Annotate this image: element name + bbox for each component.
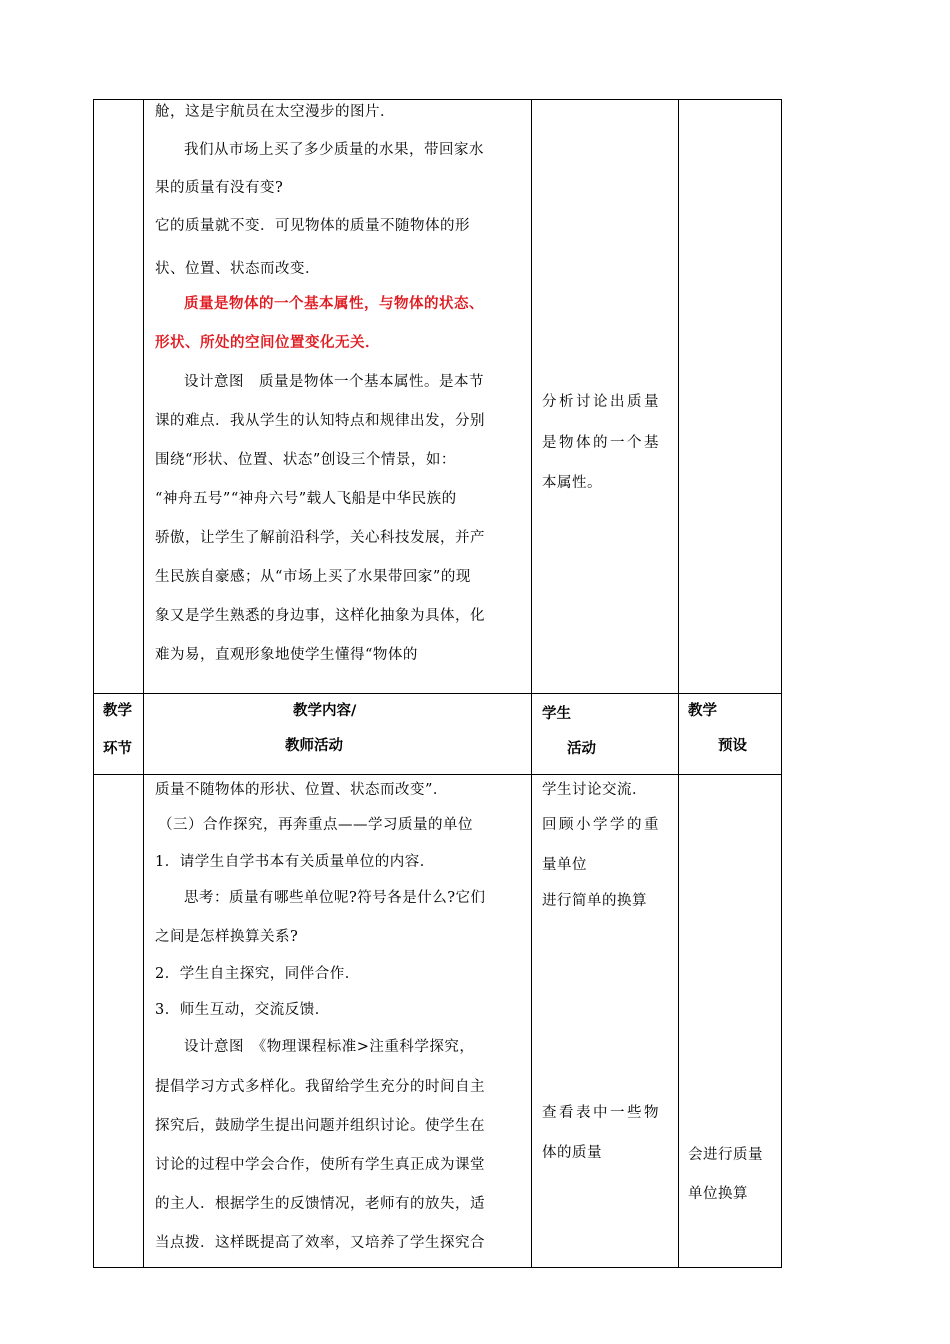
header-text: 教学 bbox=[688, 703, 717, 719]
header-text: 预设 bbox=[718, 738, 747, 754]
header-text: 学生 bbox=[542, 706, 571, 722]
preset-line: 单位换算 bbox=[688, 1186, 748, 1202]
student-line: 学生讨论交流． bbox=[542, 782, 647, 798]
content-line: 象又是学生熟悉的身边事，这样化抽象为具体，化 bbox=[155, 608, 485, 624]
content-line: 讨论的过程中学会合作，使所有学生真正成为课堂 bbox=[155, 1157, 485, 1173]
content-line: 当点拨．这样既提高了效率，又培养了学生探究合 bbox=[155, 1235, 485, 1251]
content-line: 我们从市场上买了多少质量的水果，带回家水 bbox=[184, 142, 484, 158]
student-line: 进行简单的换算 bbox=[542, 893, 647, 909]
header-text: 环节 bbox=[103, 741, 132, 757]
lesson-plan-table bbox=[93, 99, 782, 1268]
header-text: 教师活动 bbox=[285, 738, 343, 754]
content-line: 思考：质量有哪些单位呢?符号各是什么?它们 bbox=[184, 890, 486, 906]
content-line: 1．请学生自学书本有关质量单位的内容． bbox=[155, 854, 435, 870]
content-line: 设计意图 《物理课程标准>注重科学探究， bbox=[184, 1039, 475, 1055]
header-student bbox=[532, 694, 679, 775]
preset-cell bbox=[679, 100, 782, 694]
content-line: 3．师生互动，交流反馈． bbox=[155, 1002, 330, 1018]
student-line: 查看表中一些物 bbox=[542, 1105, 661, 1121]
preset-line: 会进行质量 bbox=[688, 1147, 763, 1163]
table-row bbox=[94, 100, 782, 694]
student-activity-cell bbox=[532, 775, 679, 1268]
content-line: （三）合作探究，再奔重点——学习质量的单位 bbox=[158, 817, 473, 833]
student-line: 回顾小学学的重 bbox=[542, 817, 661, 833]
content-line: 它的质量就不变．可见物体的质量不随物体的形 bbox=[155, 218, 470, 234]
student-line: 量单位 bbox=[542, 857, 587, 873]
content-line: 课的难点．我从学生的认知特点和规律出发，分别 bbox=[155, 413, 485, 429]
content-line: 设计意图 质量是物体一个基本属性。是本节 bbox=[184, 374, 484, 390]
table-row bbox=[94, 775, 782, 1268]
key-point-line: 质量是物体的一个基本属性，与物体的状态、 bbox=[184, 295, 484, 312]
content-line: 果的质量有没有变? bbox=[155, 180, 284, 196]
stage-cell bbox=[94, 775, 144, 1268]
content-line: 提倡学习方式多样化。我留给学生充分的时间自主 bbox=[155, 1079, 485, 1095]
content-line: 之间是怎样换算关系? bbox=[155, 929, 299, 945]
student-activity-cell bbox=[532, 100, 679, 694]
header-preset bbox=[679, 694, 782, 775]
preset-cell bbox=[679, 775, 782, 1268]
content-line: 2．学生自主探究，同伴合作． bbox=[155, 966, 360, 982]
content-line: “神舟五号”“神舟六号”载人飞船是中华民族的 bbox=[155, 491, 457, 507]
content-line: 难为易，直观形象地使学生懂得“物体的 bbox=[155, 647, 418, 663]
student-line: 是物体的一个基 bbox=[542, 435, 661, 451]
header-content bbox=[144, 694, 532, 775]
header-row bbox=[94, 694, 782, 775]
teaching-content-cell bbox=[144, 100, 532, 694]
student-line: 体的质量 bbox=[542, 1145, 602, 1161]
header-stage bbox=[94, 694, 144, 775]
header-text: 活动 bbox=[567, 741, 596, 757]
content-line: 的主人．根据学生的反馈情况，老师有的放失，适 bbox=[155, 1196, 485, 1212]
content-line: 探究后，鼓励学生提出问题并组织讨论。使学生在 bbox=[155, 1118, 485, 1134]
student-line: 本属性。 bbox=[542, 475, 602, 491]
student-line: 分析讨论出质量 bbox=[542, 394, 661, 410]
content-line: 质量不随物体的形状、位置、状态而改变”． bbox=[155, 782, 448, 798]
content-line: 生民族自豪感；从“市场上买了水果带回家”的现 bbox=[155, 569, 471, 585]
header-text: 教学内容/ bbox=[293, 703, 357, 719]
teaching-content-cell bbox=[144, 775, 532, 1268]
content-line: 状、位置、状态而改变． bbox=[155, 261, 320, 277]
stage-cell bbox=[94, 100, 144, 694]
header-text: 教学 bbox=[103, 703, 132, 719]
content-line: 舱，这是宇航员在太空漫步的图片． bbox=[155, 104, 395, 120]
content-line: 围绕“形状、位置、状态”创设三个情景，如： bbox=[155, 452, 456, 468]
key-point-line: 形状、所处的空间位置变化无关． bbox=[155, 334, 380, 351]
content-line: 骄傲，让学生了解前沿科学，关心科技发展，并产 bbox=[155, 530, 485, 546]
